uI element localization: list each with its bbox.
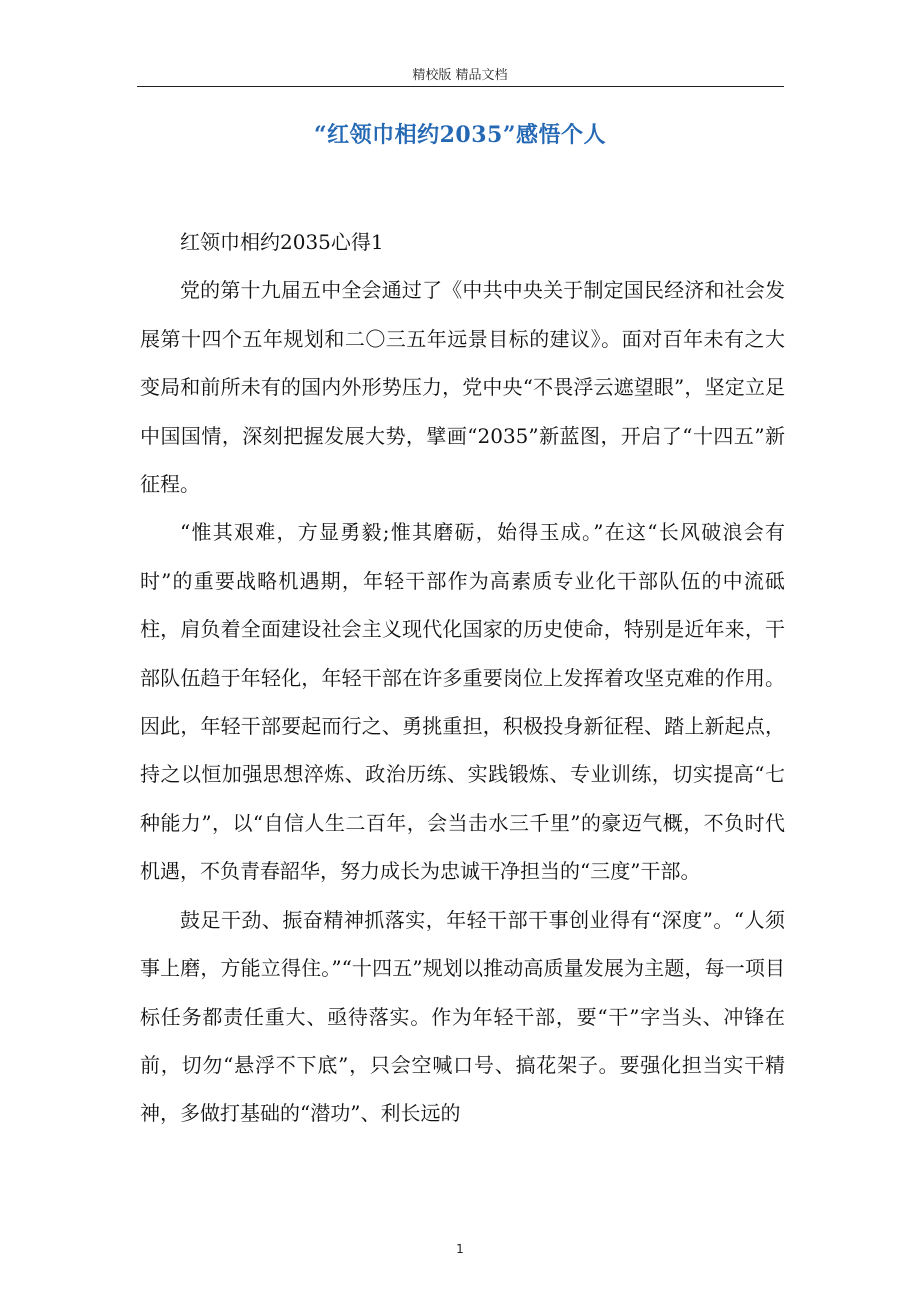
section-heading: 红领巾相约2035心得1 xyxy=(180,230,384,254)
paragraph: 党的第十九届五中全会通过了《中共中央关于制定国民经济和社会发展第十四个五年规划和二〇三五年远景目标的建议》。面对百年未有之大变局和前所未有的国内外形势压力，党中央“不畏浮云遮望眼”，坚定立足中国国情，深刻把握发展大势，擘画“2035”新蓝图，开启了“十四五”新征程。 xyxy=(140,278,785,497)
paragraph: 鼓足干劲、振奋精神抓落实，年轻干部干事创业得有“深度”。“人须事上磨，方能立得住。”“十四五”规划以推动高质量发展为主题，每一项目标任务都责任重大、亟待落实。作为年轻干部，要“干”字当头、冲锋在前，切勿“悬浮不下底”，只会空喊口号、搞花架子。要强化担当实干精神，多做打基础的“潜功”、利长远的 xyxy=(140,907,785,1126)
page-header: 精校版 精品文档 xyxy=(412,68,508,83)
document-title: “红领巾相约2035”感悟个人 xyxy=(313,122,607,148)
document-body xyxy=(140,218,785,1138)
paragraph: “惟其艰难，方显勇毅;惟其磨砺，始得玉成。”在这“长风破浪会有时”的重要战略机遇期，年轻干部作为高素质专业化干部队伍的中流砥柱，肩负着全面建设社会主义现代化国家的历史使命，特别是近年来，干部队伍趋于年轻化，年轻干部在许多重要岗位上发挥着攻坚克难的作用。因此，年轻干部要起而行之、勇挑重担，积极投身新征程、踏上新起点，持之以恒加强思想淬炼、政治历练、实践锻炼、专业训练，切实提高“七种能力”，以“自信人生二百年，会当击水三千里”的豪迈气概，不负时代机遇，不负青春韶华，努力成长为忠诚干净担当的“三度”干部。 xyxy=(140,520,785,884)
header-divider xyxy=(137,86,784,87)
page-number: 1 xyxy=(456,1242,464,1256)
